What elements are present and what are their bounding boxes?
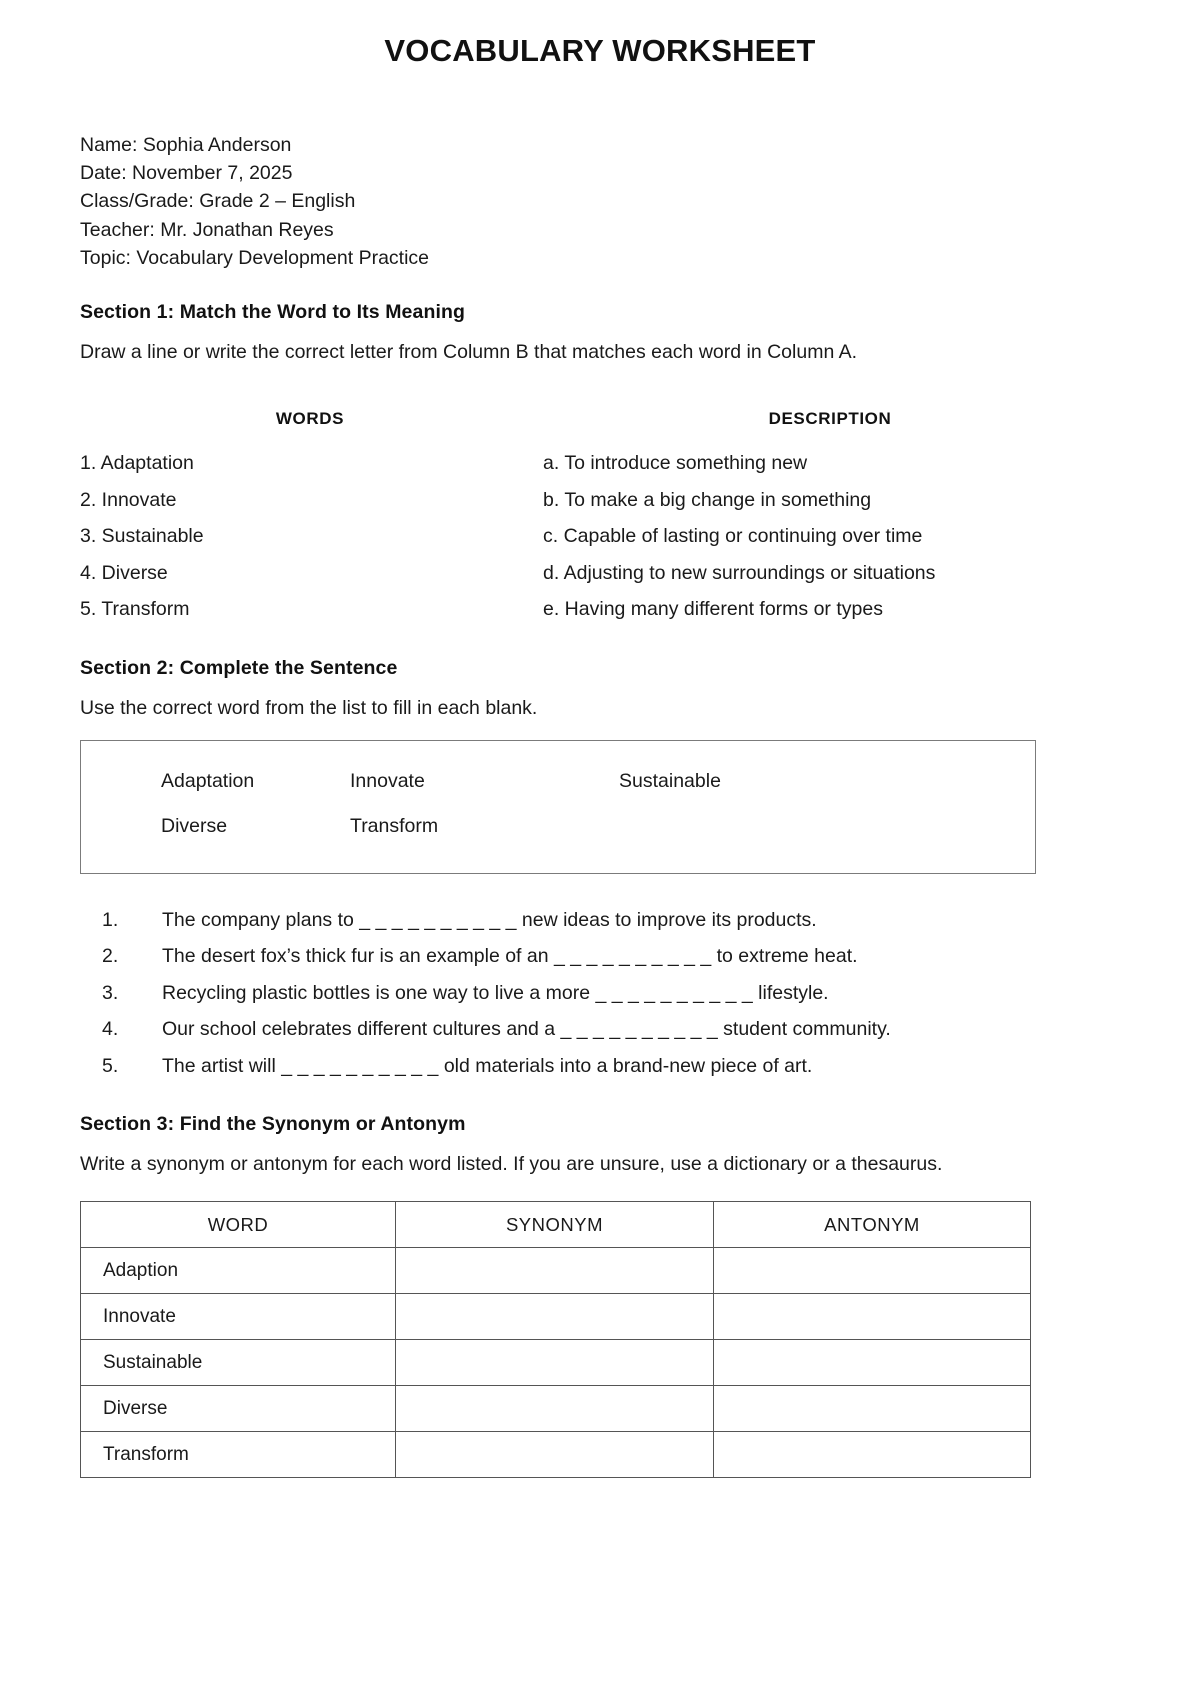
word-bank-item: Diverse — [161, 814, 228, 837]
matching-row — [80, 518, 1120, 555]
fill-in-the-blank-item — [80, 938, 1120, 975]
table-cell-synonym[interactable] — [396, 1340, 714, 1386]
fill-in-the-blank-item — [80, 1011, 1120, 1048]
table-cell-antonym[interactable] — [714, 1340, 1031, 1386]
description-item: b. To make a big change in something — [543, 488, 872, 511]
word-bank-box — [80, 740, 1036, 874]
worksheet-date: Date: November 7, 2025 — [80, 162, 293, 185]
table-cell-antonym[interactable] — [714, 1386, 1031, 1432]
word-item: 4. Diverse — [80, 561, 168, 584]
table-cell-word: Innovate — [81, 1294, 396, 1340]
word-bank-item — [619, 804, 888, 849]
table-row — [81, 1248, 1031, 1294]
table-cell-antonym[interactable] — [714, 1294, 1031, 1340]
table-header-row — [81, 1202, 1031, 1248]
item-sentence: The desert fox’s thick fur is an example of an _ _ _ _ _ _ _ _ _ _ to extreme heat. — [162, 945, 858, 968]
teacher-name: Teacher: Mr. Jonathan Reyes — [80, 218, 334, 241]
word-bank-item: Sustainable — [619, 769, 721, 792]
fill-in-the-blank-item — [80, 1048, 1120, 1085]
section-3-instructions: Write a synonym or antonym for each word listed. If you are unsure, use a dictionary or a thesaurus. — [80, 1153, 943, 1176]
column-header-synonym: SYNONYM — [396, 1202, 714, 1248]
column-header-antonym: ANTONYM — [714, 1202, 1031, 1248]
column-header-word: WORD — [81, 1202, 396, 1248]
word-item: 1. Adaptation — [80, 452, 194, 475]
section-1-instructions: Draw a line or write the correct letter from Column B that matches each word in Column A. — [80, 341, 858, 364]
page-title: VOCABULARY WORKSHEET — [384, 33, 816, 68]
matching-exercise — [80, 409, 1120, 628]
description-item: d. Adjusting to new surroundings or situations — [543, 561, 936, 584]
section-1-heading: Section 1: Match the Word to Its Meaning — [80, 301, 465, 324]
matching-row — [80, 445, 1120, 482]
table-cell-word: Transform — [81, 1432, 396, 1478]
word-bank-item: Transform — [350, 814, 439, 837]
fill-in-the-blank-list — [80, 902, 1120, 1085]
matching-row — [80, 555, 1120, 592]
fill-in-the-blank-item — [80, 902, 1120, 939]
table-row — [81, 1432, 1031, 1478]
matching-row — [80, 482, 1120, 519]
word-item: 5. Transform — [80, 598, 190, 621]
table-row — [81, 1386, 1031, 1432]
student-info-block — [80, 131, 1120, 272]
fill-in-the-blank-item — [80, 975, 1120, 1012]
item-sentence: The company plans to _ _ _ _ _ _ _ _ _ _ new ideas to improve its products. — [162, 908, 817, 931]
table-cell-word: Diverse — [81, 1386, 396, 1432]
table-cell-synonym[interactable] — [396, 1432, 714, 1478]
table-cell-synonym[interactable] — [396, 1386, 714, 1432]
word-item: 2. Innovate — [80, 488, 177, 511]
item-sentence: The artist will _ _ _ _ _ _ _ _ _ _ old materials into a brand-new piece of art. — [162, 1054, 813, 1077]
table-cell-word: Sustainable — [81, 1340, 396, 1386]
class-grade: Class/Grade: Grade 2 – English — [80, 190, 356, 213]
section-3-heading: Section 3: Find the Synonym or Antonym — [80, 1113, 466, 1136]
table-row — [81, 1294, 1031, 1340]
matching-column-headers — [80, 409, 1120, 429]
item-number: 4. — [102, 1018, 119, 1041]
table-cell-antonym[interactable] — [714, 1432, 1031, 1478]
word-bank-item: Adaptation — [161, 769, 255, 792]
description-column-header: DESCRIPTION — [768, 409, 892, 429]
description-item: e. Having many different forms or types — [543, 598, 883, 621]
description-item: a. To introduce something new — [543, 452, 808, 475]
matching-row — [80, 591, 1120, 628]
description-item: c. Capable of lasting or continuing over time — [543, 525, 923, 548]
item-number: 3. — [102, 981, 119, 1004]
word-bank-row — [81, 804, 1035, 849]
item-number: 2. — [102, 945, 119, 968]
word-bank-row — [81, 759, 1035, 804]
table-cell-antonym[interactable] — [714, 1248, 1031, 1294]
topic: Topic: Vocabulary Development Practice — [80, 246, 430, 269]
synonym-antonym-table — [80, 1201, 1031, 1478]
table-row — [81, 1340, 1031, 1386]
item-number: 5. — [102, 1054, 119, 1077]
section-2-instructions: Use the correct word from the list to fill in each blank. — [80, 696, 538, 719]
word-bank-item: Innovate — [350, 769, 425, 792]
word-item: 3. Sustainable — [80, 525, 204, 548]
table-cell-word: Adaption — [81, 1248, 396, 1294]
table-cell-synonym[interactable] — [396, 1294, 714, 1340]
matching-rows — [80, 445, 1120, 628]
item-number: 1. — [102, 908, 119, 931]
table-cell-synonym[interactable] — [396, 1248, 714, 1294]
section-2-heading: Section 2: Complete the Sentence — [80, 656, 398, 679]
item-sentence: Recycling plastic bottles is one way to live a more _ _ _ _ _ _ _ _ _ _ lifestyle. — [162, 981, 829, 1004]
item-sentence: Our school celebrates different cultures and a _ _ _ _ _ _ _ _ _ _ student community. — [162, 1018, 891, 1041]
student-name: Name: Sophia Anderson — [80, 134, 292, 156]
words-column-header: WORDS — [275, 409, 345, 429]
